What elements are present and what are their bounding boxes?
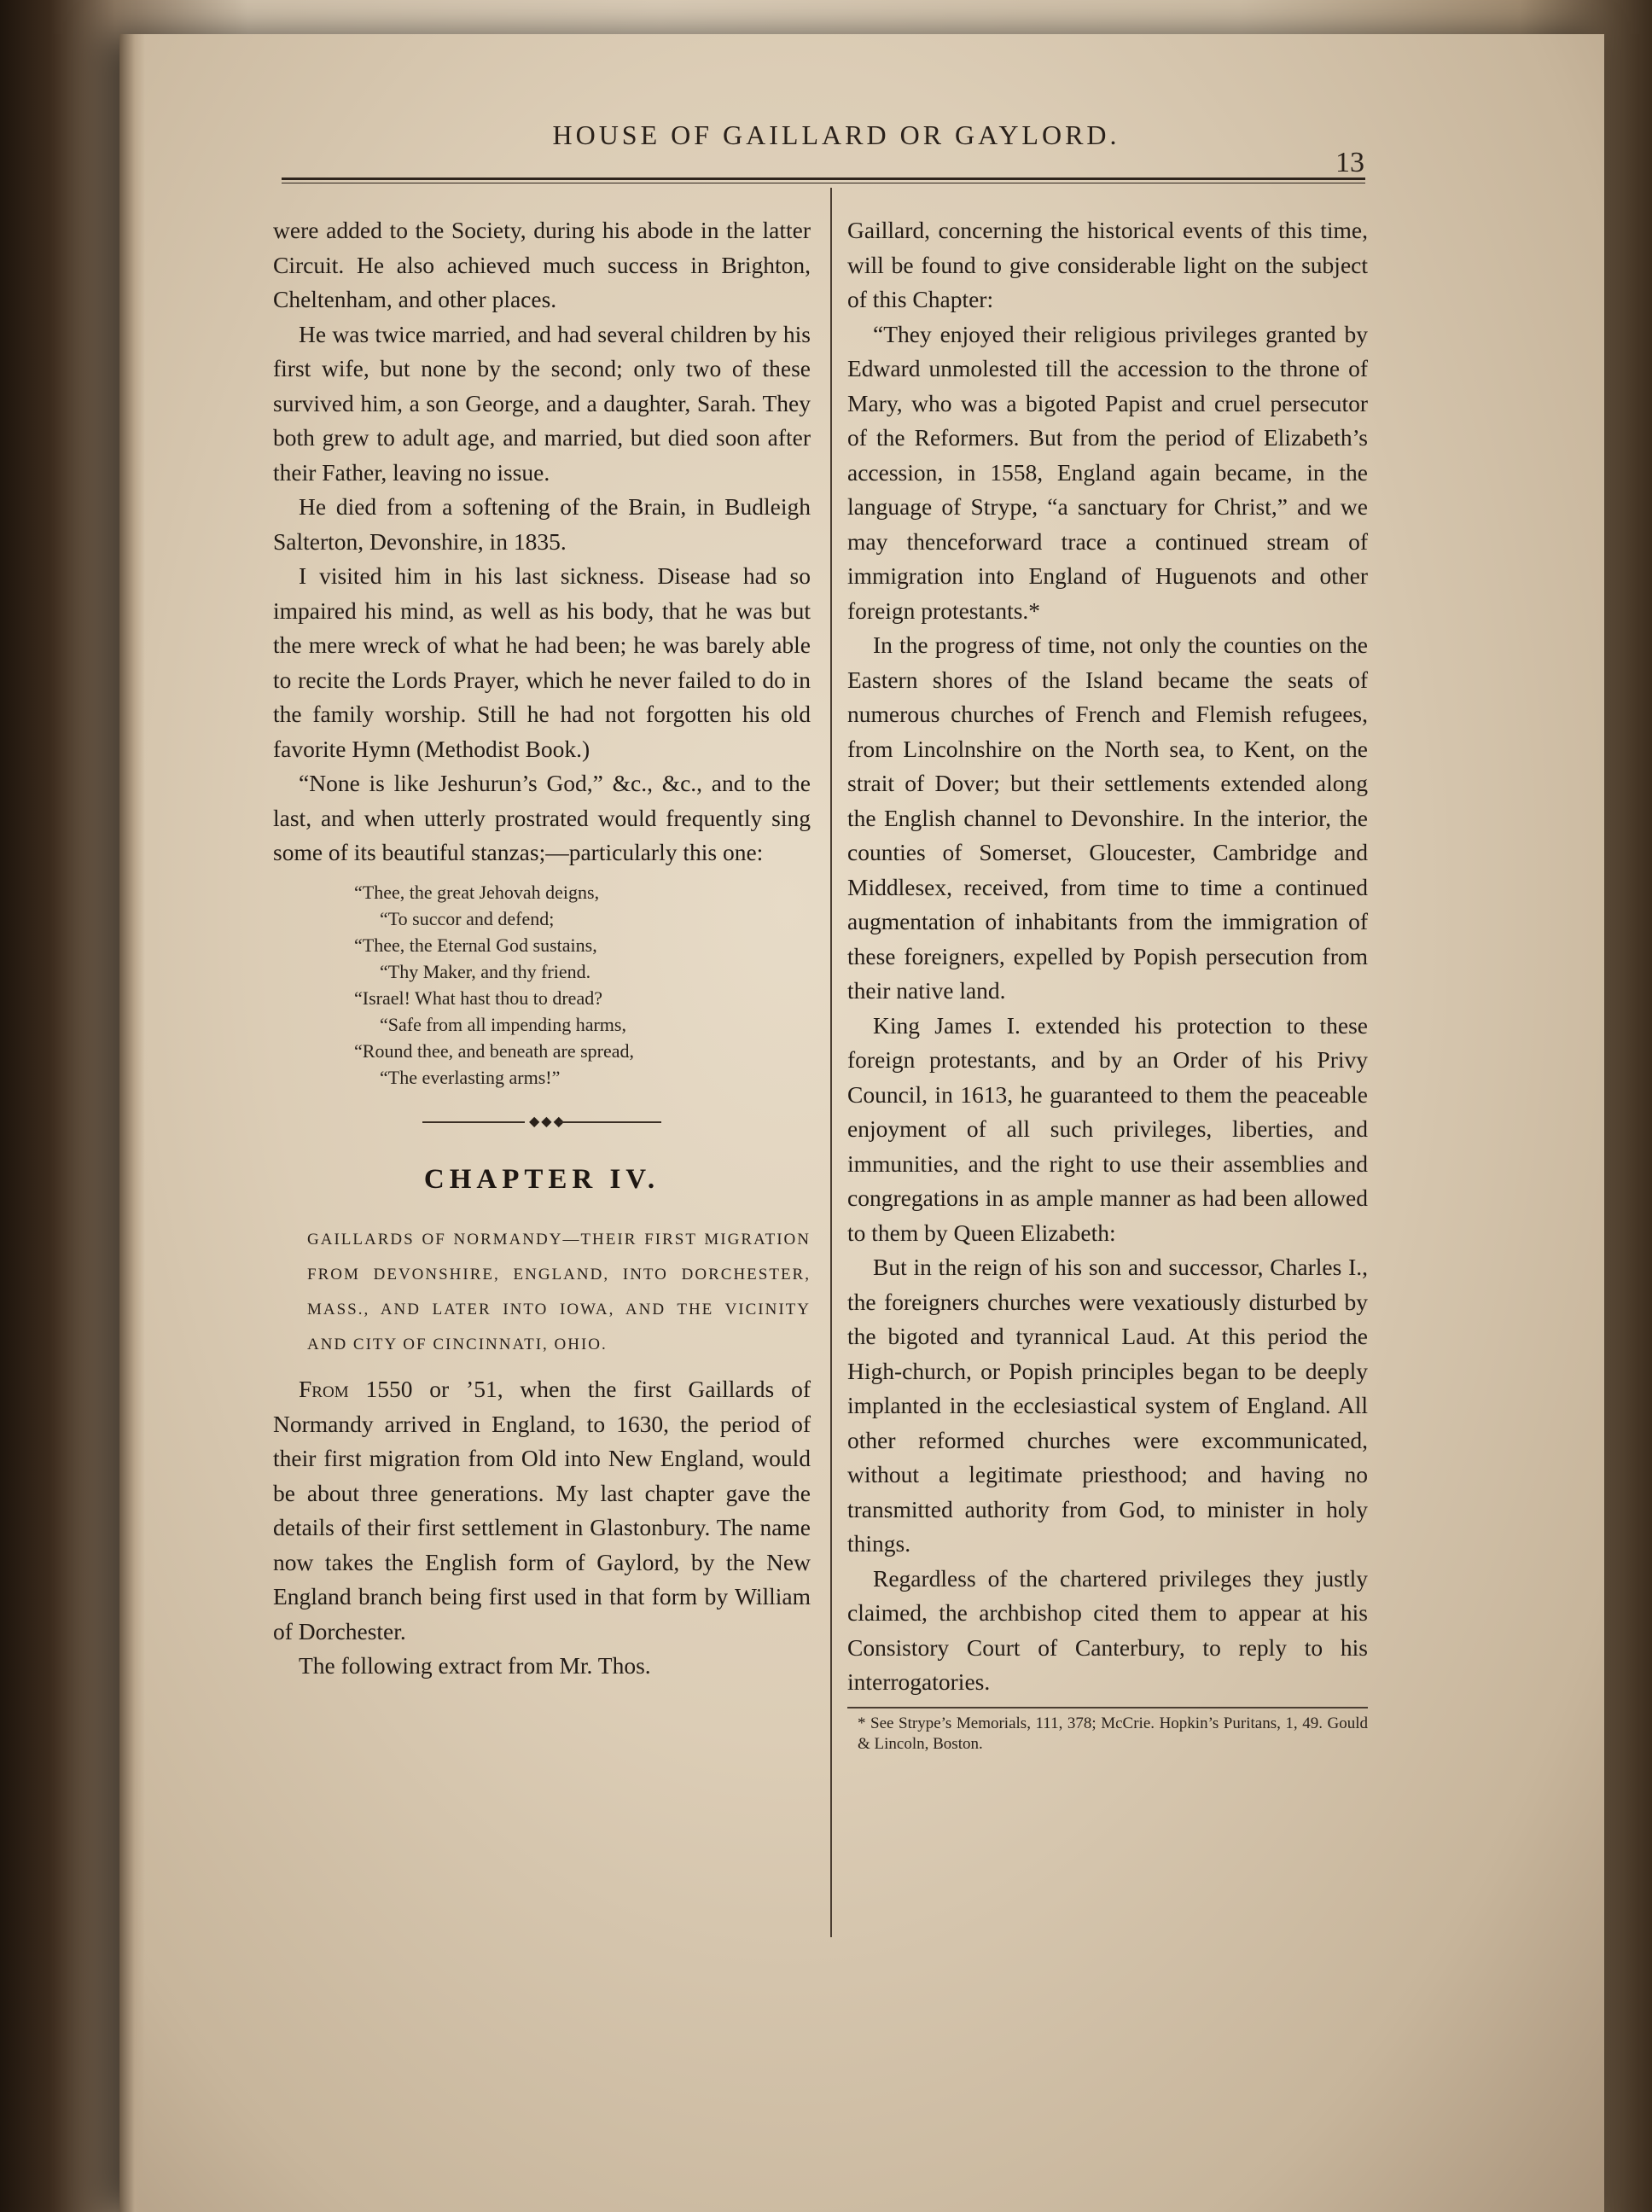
hymn-line: “To succor and defend; (380, 907, 555, 929)
lead-word: From (299, 1376, 349, 1402)
paragraph: The following extract from Mr. Thos. (299, 1652, 651, 1679)
hymn-line: “Thy Maker, and thy friend. (380, 960, 591, 982)
page-number: 13 (1335, 147, 1364, 178)
paragraph: King James I. extended his protection to these foreign protestants, and by an Order of his Privy Council, in 1613, he guaranteed to them the peaceable enjoyment of all such privileges, liberties, and immunities, and the right to use their assemblies and congregations in as ample manner as had been allowed to them by Queen Elizabeth: (847, 1011, 1368, 1246)
chapter-summary: GAILLARDS OF NORMANDY—THEIR FIRST MIGRATION FROM DEVONSHIRE, ENGLAND, INTO DORCHESTER, MASS., AND LATER INTO IOWA, AND THE VICINITY AND CITY OF CINCINNATI, OHIO. (307, 1231, 811, 1353)
paragraph: were added to the Society, during his abode in the latter Circuit. He also achieved much success in Brighton, Cheltenham, and other places. (273, 217, 811, 312)
ornament-line (559, 1121, 661, 1123)
hymn-verse (354, 879, 811, 1091)
footnote-rule (847, 1707, 1368, 1708)
paragraph-text: 1550 or ’51, when the first Gaillards of Normandy arrived in England, to 1630, the period of their first migration from Old into New England, would be about three generations. My last chapter gave the details of their first settlement in Glastonbury. The name now takes the English form of Gaylord, by the New England branch being first used in that form by William of Dorchester. (273, 1376, 811, 1644)
footnote: * See Strype’s Memorials, 111, 378; McCrie. Hopkin’s Puritans, 1, 49. Gould & Lincoln, Boston. (858, 1714, 1368, 1753)
paragraph: Gaillard, concerning the historical events of this time, will be found to give considerable light on the subject of this Chapter: (847, 217, 1368, 312)
ornament-dots: ◆◆◆ (529, 1114, 566, 1129)
section-ornament (422, 1116, 661, 1128)
left-column (273, 213, 811, 1684)
paragraph: He was twice married, and had several children by his first wife, but none by the second; only two of these survived him, a son George, and a daughter, Sarah. They both grew to adult age, and married, but died soon after their Father, leaving no issue. (273, 320, 811, 486)
hymn-line: “Israel! What hast thou to dread? (354, 987, 602, 1009)
running-title: HOUSE OF GAILLARD OR GAYLORD. (552, 119, 1120, 150)
chapter-heading: CHAPTER IV. (423, 1163, 660, 1195)
paragraph: I visited him in his last sickness. Disease had so impaired his mind, as well as his body, that he was but the mere wreck of what he had been; he was barely able to recite the Lords Prayer, which he never failed to do in the family worship. Still he had not forgotten his old favorite Hymn (Methodist Book.) (273, 562, 811, 762)
paragraph: He died from a softening of the Brain, in Budleigh Salterton, Devonshire, in 1835. (273, 493, 811, 555)
hymn-line: “Safe from all impending harms, (380, 1013, 626, 1035)
page-edge (119, 34, 145, 2212)
right-column (847, 213, 1368, 1755)
paragraph: But in the reign of his son and successor, Charles I., the foreigners churches were vexatiously disturbed by the bigoted and tyrannical Laud. At this period the High-church, or Popish principles began to be deeply implanted in the ecclesiastical system of England. All other reformed churches were excommunicated, without a legitimate priesthood; and having no transmitted authority from God, to minister in holy things. (847, 1254, 1368, 1557)
ornament-line (422, 1121, 525, 1123)
header-rule (282, 178, 1365, 183)
paragraph (273, 1372, 811, 1649)
paragraph: Regardless of the chartered privileges they justly claimed, the archbishop cited them to appear at his Consistory Court of Canterbury, to reply to his interrogatories. (847, 1564, 1368, 1695)
hymn-line: “Round thee, and beneath are spread, (354, 1039, 635, 1062)
hymn-line: “Thee, the Eternal God sustains, (354, 934, 597, 956)
hymn-line: “The everlasting arms!” (380, 1066, 561, 1088)
paragraph: In the progress of time, not only the counties on the Eastern shores of the Island became the seats of numerous churches of French and Flemish refugees, from Lincolnshire on the North sea, to Kent, on the strait of Dover; but their settlements extended along the English channel to Devonshire. In the interior, the counties of Somerset, Gloucester, Cambridge and Middlesex, received, from time to time a continued augmentation of inhabitants from the immigration of these foreigners, expelled by Popish persecution from their native land. (847, 632, 1368, 1004)
column-divider (830, 188, 832, 1937)
hymn-line: “Thee, the great Jehovah deigns, (354, 881, 600, 903)
paragraph: “They enjoyed their religious privileges granted by Edward unmolested till the accession to the throne of Mary, who was a bigoted Papist and cruel persecutor of the Reformers. But from the period of Elizabeth’s accession, in 1558, England again became, in the language of Strype, “a sanctuary for Christ,” and we may thenceforward trace a continued stream of immigration into England of Huguenots and other foreign protestants.* (847, 320, 1368, 624)
paragraph: “None is like Jeshurun’s God,” &c., &c., and to the last, and when utterly prostrated would frequently sing some of its beautiful stanzas;—particularly this one: (273, 770, 811, 865)
